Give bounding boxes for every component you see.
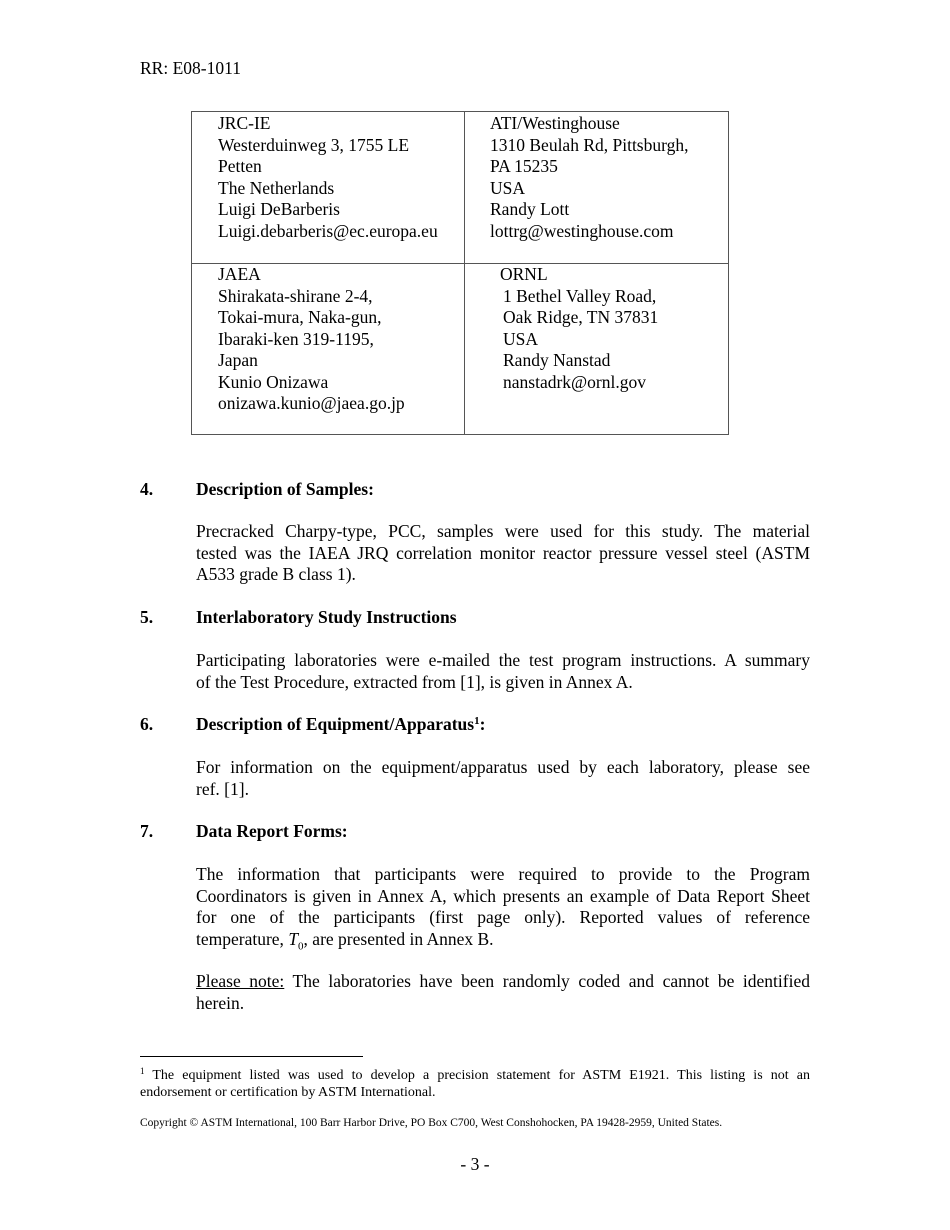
contact-line: Petten	[218, 156, 262, 176]
paragraph-line: of the Test Procedure, extracted from [1], is given in Annex A.	[196, 671, 633, 692]
contact-line: USA	[503, 328, 539, 349]
section-7-paragraph	[196, 864, 810, 950]
paragraph-line: Precracked Charpy-type, PCC, samples were used for this study. The material	[196, 521, 810, 541]
contact-line: Randy Lott	[490, 199, 570, 219]
footnote-separator	[140, 1056, 363, 1057]
section-7-title: Data Report Forms:	[196, 821, 348, 841]
paragraph-line: Please note: The laboratories have been randomly coded and cannot be identified	[196, 971, 810, 991]
section-6-number: 6.	[140, 714, 154, 734]
footnote-line: $^1$ The equipment listed was used to develop a precision statement for ASTM E1921. This listing is not an	[140, 1066, 810, 1083]
section-5-number: 5.	[140, 607, 154, 627]
contact-line: Randy Nanstad	[503, 350, 611, 370]
paragraph-line: A533 grade B class 1).	[196, 564, 356, 584]
paragraph-line: The information that participants were required to provide to the Program	[196, 864, 810, 884]
contact-cell-westinghouse	[490, 113, 689, 242]
contact-line: The Netherlands	[218, 177, 335, 198]
contact-line: Tokai-mura, Naka-gun,	[218, 307, 382, 327]
contact-email: nanstadrk@ornl.gov	[503, 371, 646, 392]
contact-line: ORNL	[500, 264, 548, 284]
paragraph-line: temperature, $T_0$, are presented in Annex B.	[196, 928, 494, 952]
footnote-ref: 1	[474, 715, 480, 727]
contact-cell-jrc	[218, 113, 438, 242]
contact-line: ATI/Westinghouse	[490, 113, 620, 133]
contact-line: Ibaraki-ken 319-1195,	[218, 328, 374, 349]
report-id: RR: E08-1011	[140, 58, 241, 78]
section-5-title: Interlaboratory Study Instructions	[196, 607, 457, 627]
paragraph-line: herein.	[196, 992, 245, 1013]
section-7-note	[196, 971, 810, 1014]
paragraph-line: Coordinators is given in Annex A, which presents an example of Data Report Sheet	[196, 885, 810, 906]
contact-email: lottrg@westinghouse.com	[490, 220, 674, 241]
contact-cell-jaea	[218, 264, 405, 415]
section-5-paragraph	[196, 650, 810, 693]
footnote	[140, 1067, 810, 1101]
contact-line: Westerduinweg 3, 1755 LE	[218, 134, 410, 155]
contact-email: Luigi.debarberis@ec.europa.eu	[218, 220, 438, 241]
section-6-paragraph	[196, 757, 810, 800]
contacts-table	[191, 111, 729, 435]
contact-line: Shirakata-shirane 2-4,	[218, 285, 373, 306]
paragraph-line: For information on the equipment/apparatus used by each laboratory, please see	[196, 757, 810, 777]
paragraph-line: Participating laboratories were e-mailed the test program instructions. A summary	[196, 650, 810, 670]
contact-line: USA	[490, 177, 526, 198]
paragraph-line: for one of the participants (first page only). Reported values of reference	[196, 907, 810, 927]
contact-line: JAEA	[218, 264, 261, 284]
contact-line: Kunio Onizawa	[218, 371, 329, 392]
section-7-number: 7.	[140, 821, 154, 841]
contact-line: 1 Bethel Valley Road,	[503, 285, 657, 306]
footnote-line: endorsement or certification by ASTM International.	[140, 1085, 436, 1100]
contact-email: onizawa.kunio@jaea.go.jp	[218, 393, 405, 413]
contact-line: JRC-IE	[218, 113, 271, 133]
section-4-title: Description of Samples:	[196, 479, 374, 499]
contact-line: 1310 Beulah Rd, Pittsburgh,	[490, 134, 689, 155]
paragraph-line: ref. [1].	[196, 778, 249, 799]
contact-line: Japan	[218, 350, 258, 370]
contact-line: Oak Ridge, TN 37831	[503, 307, 659, 327]
copyright-notice: Copyright © ASTM International, 100 Barr Harbor Drive, PO Box C700, West Conshohocken, PA 19428-2959, United States.	[140, 1117, 723, 1129]
contact-line: Luigi DeBarberis	[218, 199, 340, 219]
paragraph-line: tested was the IAEA JRQ correlation monitor reactor pressure vessel steel (ASTM	[196, 542, 810, 563]
contact-cell-ornl	[500, 264, 658, 393]
section-4-paragraph	[196, 521, 810, 586]
page-number: - 3 -	[460, 1154, 490, 1174]
section-6-title: Description of Equipment/Apparatus$^1$:	[196, 714, 486, 734]
contact-line: PA 15235	[490, 156, 558, 176]
section-4-number: 4.	[140, 479, 154, 499]
